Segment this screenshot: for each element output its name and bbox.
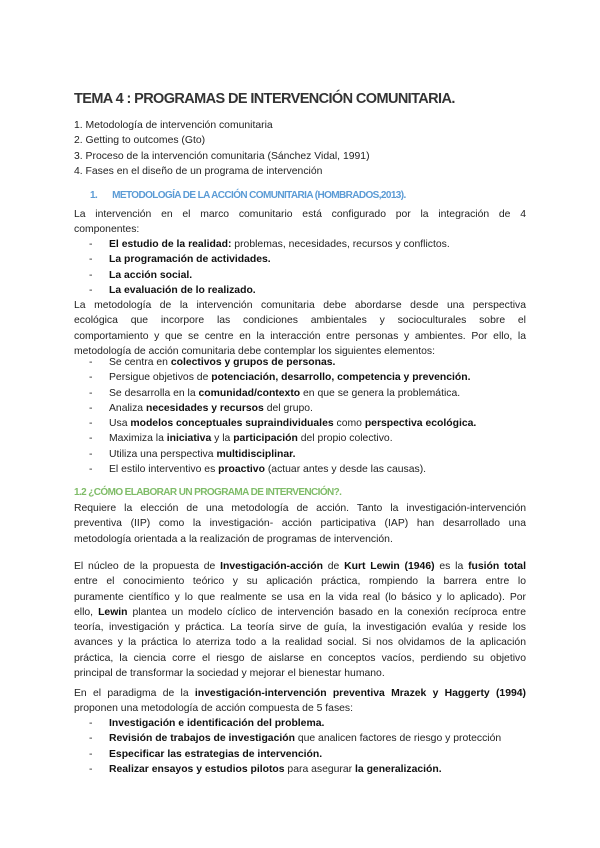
list-item: - Maximiza la iniciativa y la participación del propio colectivo.: [74, 431, 534, 446]
text-line: principal de transformar la sociedad y mejorar el bienestar humano.: [74, 668, 385, 680]
section-2-paragraph-2: [74, 559, 526, 681]
list-item: - Se desarrolla en la comunidad/contexto en que se genera la problemática.: [74, 386, 534, 401]
bullet-dash: -: [89, 387, 93, 399]
list-item: - Usa modelos conceptuales supraindividuales como perspectiva ecológica.: [74, 416, 534, 431]
toc-item: 3. Proceso de la intervención comunitaria (Sánchez Vidal, 1991): [74, 150, 370, 162]
list-item: - Analiza necesidades y recursos del grupo.: [74, 401, 534, 416]
list-item: - Se centra en colectivos y grupos de personas.: [74, 355, 534, 370]
components-list: [74, 237, 534, 298]
section-1-paragraph: [74, 298, 526, 359]
phases-list: [74, 716, 534, 777]
bullet-dash: -: [89, 418, 93, 430]
text-line: La intervención en el marco comunitario está configurado por la integración de 4: [74, 209, 526, 220]
section-1-title: METODOLOGÍA DE LA ACCIÓN COMUNITARIA (HOMBRADOS,2013).: [112, 190, 406, 201]
text-line: entre el conocimiento teórico y su aplicación práctica, rompiendo la barrera entre lo: [74, 576, 526, 588]
bullet-dash: -: [89, 284, 93, 296]
text-line: La metodología de la intervención comunitaria debe abordarse desde una perspectiva: [74, 300, 526, 311]
text-line: comportamiento y que se centre en la interacción entre personas y ambientes. Por ello, la: [74, 330, 526, 342]
section-2-paragraph-1: [74, 501, 526, 547]
text-line: metodología de acción comunitaria debe contemplar los siguientes elementos:: [74, 345, 435, 357]
toc-item: 2. Getting to outcomes (Gto): [74, 135, 206, 147]
text-line: El núcleo de la propuesta de Investigación-acción de Kurt Lewin (1946) es la fusión total: [74, 561, 526, 572]
bullet-dash: -: [89, 718, 93, 729]
text-line: componentes:: [74, 224, 140, 236]
section-1-intro: [74, 207, 526, 238]
section-2-heading: 1.2 ¿CÓMO ELABORAR UN PROGRAMA DE INTERVENCIÓN?.: [74, 487, 342, 498]
text-line: puramente científico y lo que realmente se usa en la vida real (lo básico y lo aplicado). Por: [74, 591, 526, 603]
list-item: - Utiliza una perspectiva multidisciplinar.: [74, 447, 534, 462]
list-item: - El estilo interventivo es proactivo (actuar antes y desde las causas).: [74, 462, 534, 477]
toc-item: 4. Fases en el diseño de un programa de intervención: [74, 165, 323, 177]
toc-item: 1. Metodología de intervención comunitaria: [74, 120, 273, 131]
bullet-dash: -: [89, 433, 93, 445]
text-line: teoría, investigación y práctica. La teoría sirve de guía, la investigación evalúa y reside los: [74, 622, 526, 634]
text-line: Requiere la elección de una metodología de acción. Tanto la investigación-intervención: [74, 503, 526, 514]
bullet-dash: -: [89, 763, 93, 775]
list-item: - La evaluación de lo realizado.: [74, 283, 534, 298]
list-item: - El estudio de la realidad: problemas, necesidades, recursos y conflictos.: [74, 237, 534, 252]
text-line: ello, Lewin plantea un modelo cíclico de intervención basado en la conexión recíproca entre: [74, 606, 526, 618]
list-item: - Revisión de trabajos de investigación que analicen factores de riesgo y protección: [74, 731, 534, 746]
text-line: práctica, la ciencia corre el riesgo de aislarse en conceptos vacíos, perdiendo su objetivo: [74, 652, 526, 664]
elements-list: [74, 355, 534, 477]
bullet-dash: -: [89, 464, 93, 476]
list-item: - Especificar las estrategias de intervención.: [74, 747, 534, 762]
bullet-dash: -: [89, 402, 93, 414]
list-item: - Investigación e identificación del problema.: [74, 716, 534, 731]
section-2-paragraph-3: [74, 686, 526, 717]
text-line: metodología orientada a la realización de programas de intervención.: [74, 533, 393, 545]
text-line: proponen una metodología de acción compuesta de 5 fases:: [74, 703, 354, 715]
list-item: - La programación de actividades.: [74, 252, 534, 267]
page-title: TEMA 4 : PROGRAMAS DE INTERVENCIÓN COMUNITARIA.: [74, 91, 455, 107]
text-line: preventiva (IIP) como la investigación- acción participativa (IAP) han desarrollado una: [74, 518, 526, 530]
table-of-contents: [74, 118, 370, 179]
list-item: - Realizar ensayos y estudios pilotos para asegurar la generalización.: [74, 762, 534, 777]
bullet-dash: -: [89, 733, 93, 745]
bullet-dash: -: [89, 357, 93, 368]
bullet-dash: -: [89, 748, 93, 760]
text-line: En el paradigma de la investigación-intervención preventiva Mrazek y Haggerty (1994): [74, 688, 526, 699]
list-item: - Persigue objetivos de potenciación, desarrollo, competencia y prevención.: [74, 370, 534, 385]
bullet-dash: -: [89, 448, 93, 460]
text-line: ecológica que incorpore las condiciones ambientales y socioculturales sobre el: [74, 315, 526, 327]
bullet-dash: -: [89, 269, 93, 281]
text-line: avances y la práctica lo aterriza todo a la realidad social. Si nos olvidamos de la aplicación: [74, 637, 526, 649]
bullet-dash: -: [89, 254, 93, 266]
list-item: - La acción social.: [74, 268, 534, 283]
bullet-dash: -: [89, 372, 93, 384]
section-1-heading: [90, 190, 406, 201]
bullet-dash: -: [89, 239, 93, 250]
section-1-number: 1.: [90, 190, 98, 201]
